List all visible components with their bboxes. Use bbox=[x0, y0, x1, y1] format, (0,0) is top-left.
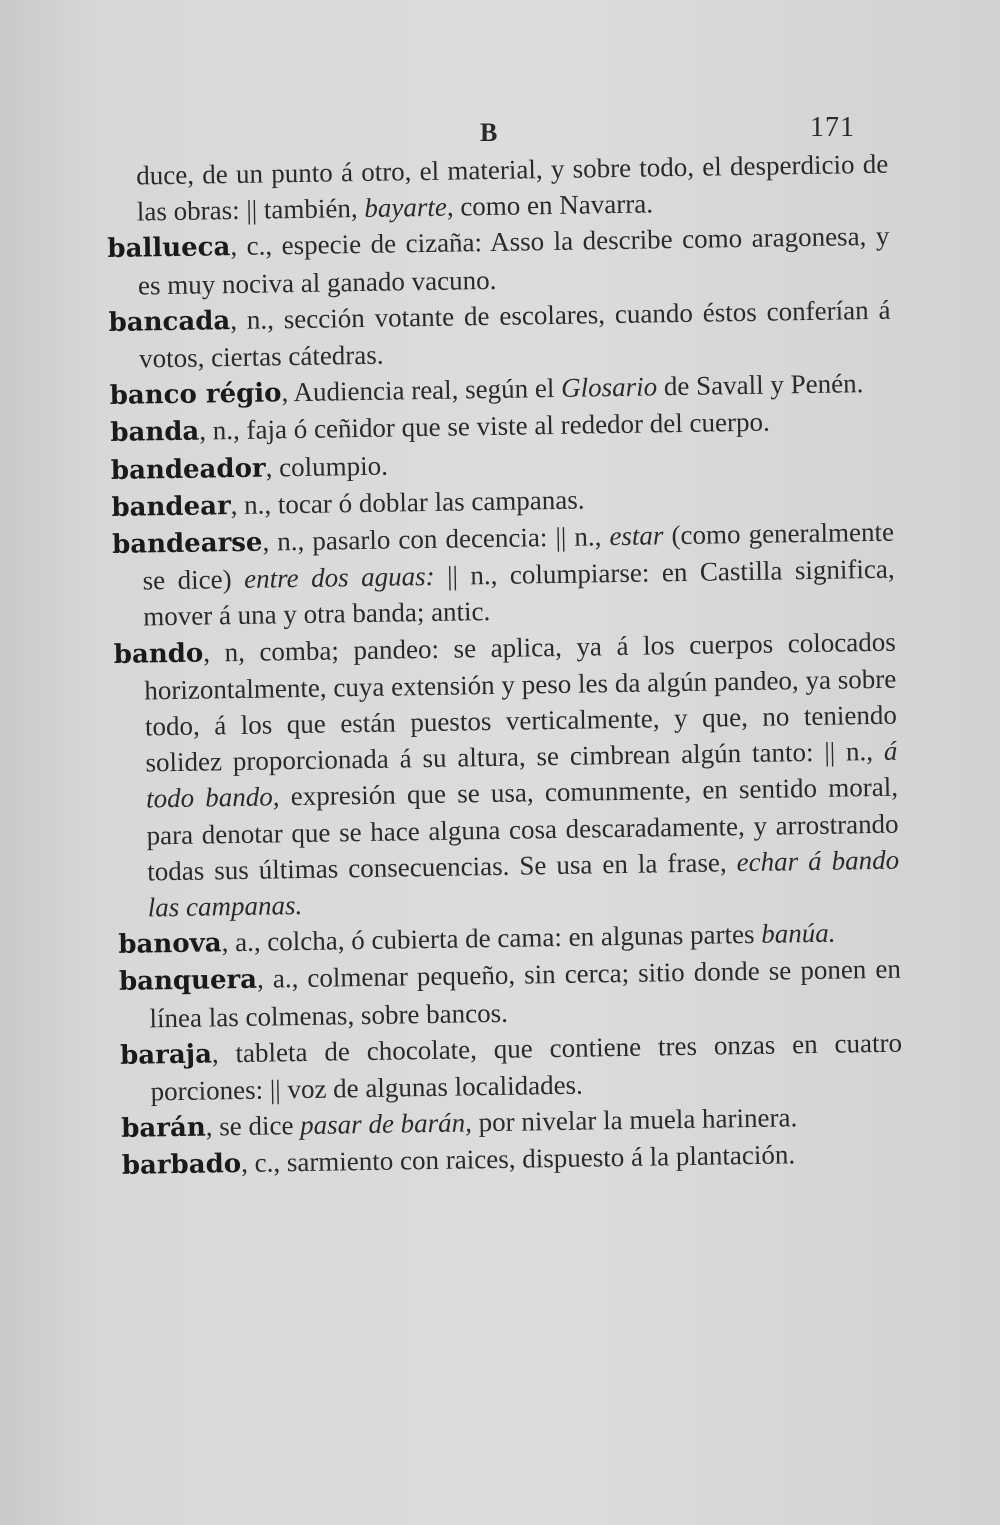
definition-text: , c., sarmiento con raices, dispuesto á la plantación. bbox=[240, 1139, 796, 1179]
headword: bandeador bbox=[110, 453, 266, 486]
headword: banquera bbox=[118, 965, 258, 998]
definition-text: , c., especie de cizaña: Asso la describe como aragonesa, y es muy nociva al ganado vacuno. bbox=[137, 221, 890, 301]
definition-text: , se dice bbox=[205, 1110, 301, 1142]
italic-text: Glosario bbox=[560, 371, 658, 404]
italic-text: estar bbox=[609, 520, 664, 552]
headword: barán bbox=[121, 1112, 206, 1145]
entry-continuation bbox=[106, 146, 889, 231]
dictionary-entry bbox=[112, 514, 896, 636]
definition-text: , tableta de chocolate, que contiene tres onzas en cuatro porciones: || voz de algunas localidades. bbox=[150, 1027, 903, 1107]
definition-text: duce, de un punto á otro, el material, y sobre todo, el desperdicio de las obras: || también, bbox=[136, 148, 889, 227]
headword: banova bbox=[118, 928, 222, 961]
definition-text: , Audiencia real, según el bbox=[281, 373, 562, 408]
definition-text: , n., sección votante de escolares, cuando éstos conferían á votos, ciertas cátedras. bbox=[138, 294, 891, 374]
definition-text: , n., tocar ó doblar las campanas. bbox=[230, 484, 585, 520]
headword: banda bbox=[110, 416, 200, 449]
section-letter: B bbox=[480, 118, 498, 147]
dictionary-entry bbox=[114, 623, 900, 926]
headword: bandear bbox=[111, 490, 231, 523]
dictionary-entries bbox=[106, 146, 904, 1185]
headword: bancada bbox=[108, 305, 231, 338]
definition-text: expresión que se usa, comunmente, en sentido moral, para denotar que se hace alguna cosa descaradamente, y arrostrando todas sus últimas consecuencias. Se usa en la frase, bbox=[146, 772, 899, 887]
definition-text: || n., columpiarse: en Castilla significa, mover á una y otra banda; antic. bbox=[142, 553, 895, 632]
headword: baraja bbox=[119, 1039, 213, 1071]
definition-text: , n., pasarlo con decencia: || n., bbox=[262, 521, 610, 557]
italic-text: banúa. bbox=[761, 917, 836, 950]
italic-text: entre dos aguas: bbox=[243, 561, 435, 595]
page-number: 171 bbox=[810, 112, 855, 143]
definition-text: , n, comba; pandeo: se aplica, ya á los cuerpos colocados horizontalmente, cuya extensión y peso les da algún pandeo, ya sobre todo, á los que están puestos verticalmente, y que, no teniendo solidez proporcionada á su altura, se cimbrean algún tanto: || n., bbox=[144, 626, 898, 778]
headword: banco régio bbox=[109, 378, 282, 412]
italic-text: pasar de barán, bbox=[299, 1107, 473, 1141]
definition-text: , como en Navarra. bbox=[446, 188, 654, 222]
definition-text: de Savall y Penén. bbox=[656, 368, 864, 402]
definition-text: (como generalmente se dice) bbox=[142, 516, 895, 596]
dictionary-entry bbox=[107, 218, 890, 304]
dictionary-entry bbox=[119, 951, 902, 1037]
definition-text: , a., colcha, ó cubierta de cama: en algunas partes bbox=[221, 919, 762, 958]
headword: bando bbox=[113, 638, 204, 670]
dictionary-entry bbox=[120, 1024, 903, 1110]
headword: bandearse bbox=[111, 527, 263, 560]
italic-text: á todo bando, bbox=[145, 735, 898, 814]
headword: ballueca bbox=[107, 232, 231, 265]
definition-text: , a., colmenar pequeño, sin cerca; sitio donde se ponen en línea las colmenas, sobre bancos. bbox=[149, 954, 902, 1034]
definition-text: por nivelar la muela harinera. bbox=[471, 1102, 798, 1138]
definition-text: , n., faja ó ceñidor que se viste al rededor del cuerpo. bbox=[199, 407, 770, 446]
italic-text: echar á bando las campanas. bbox=[147, 844, 900, 923]
dictionary-entry bbox=[108, 292, 891, 378]
italic-text: bayarte bbox=[364, 191, 448, 224]
definition-text: , columpio. bbox=[265, 450, 389, 483]
headword: barbado bbox=[121, 1149, 242, 1182]
